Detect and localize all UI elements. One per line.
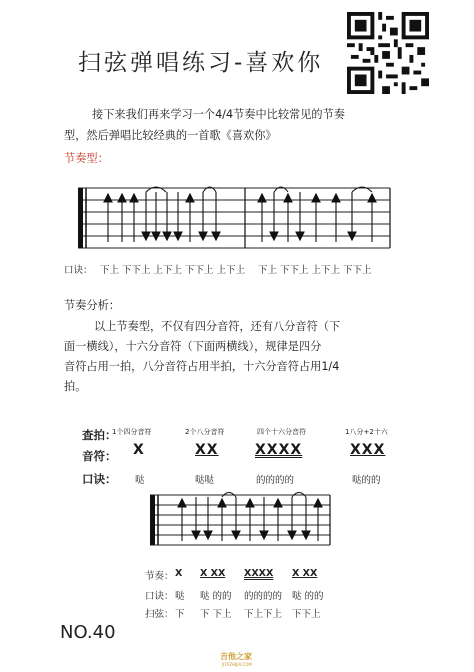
note-symbol-3: XXXX	[255, 442, 303, 458]
sound-word-3: 的的的的	[256, 475, 295, 486]
site-logo: 吉他之家	[220, 652, 252, 661]
intro-line-1: 接下来我们再来学习一个4/4节奏中比较常见的节奏	[92, 108, 345, 121]
beat-label: 查拍：	[82, 428, 117, 442]
rhythm-label: 节奏型：	[64, 152, 109, 165]
beat-note-3: 四个十六分音符	[257, 428, 306, 436]
koujue3-word-3: 的的的的	[244, 591, 283, 602]
analysis-title: 节奏分析：	[64, 299, 120, 312]
analysis-line-1: 以上节奏型，不仅有四分音符，还有八分音符（下	[94, 320, 341, 333]
analysis-line-4: 拍。	[64, 380, 87, 393]
koujue-row-1-b: 下上 下下上 上下上 下下上	[258, 265, 372, 276]
note-symbol-2: XX	[195, 442, 219, 458]
site-logo-url: JITAZHIJIA.COM	[222, 662, 252, 667]
pattern-note-3: XXXX	[244, 568, 274, 579]
page-title: 扫弦弹唱练习-喜欢你	[78, 50, 324, 76]
sweep-word-3: 下上下上	[244, 609, 283, 620]
koujue-row-1-a: 下上 下下上 上下上 下下上 上下上	[100, 265, 246, 276]
koujue3-word-4: 哒 的的	[292, 591, 324, 602]
sound-word-2: 哒哒	[195, 475, 215, 486]
beat-note-2: 2个八分音符	[185, 428, 225, 436]
beat-note-4: 1八分+2十六	[345, 428, 388, 436]
koujue-label-1: 口诀：	[64, 265, 93, 276]
koujue3-word-2: 哒 的的	[200, 591, 232, 602]
note-label: 音符：	[82, 449, 117, 463]
analysis-line-3: 音符占用一拍，八分音符占用半拍，十六分音符占用1/4	[64, 360, 340, 373]
note-symbol-1: X	[133, 442, 145, 458]
koujue3-word-1: 哒	[175, 591, 185, 602]
pattern-note-2: X XX	[200, 568, 226, 579]
sweep-word-1: 下	[175, 609, 185, 620]
qr-code-icon	[347, 12, 429, 94]
rhythm-staff-1	[60, 176, 400, 258]
sweep-word-2: 下 下上	[200, 609, 232, 620]
pattern-note-4: X XX	[292, 568, 318, 579]
pattern-note-1: X	[175, 568, 183, 579]
sound-word-1: 哒	[135, 475, 145, 486]
page-number: NO.40	[60, 622, 116, 643]
pattern-label: 节奏：	[145, 571, 174, 582]
sound-word-4: 哒的的	[352, 475, 381, 486]
beat-note-1: 1个四分音符	[112, 428, 152, 436]
analysis-line-2: 面一横线），十六分音符（下面两横线），规律是四分	[64, 340, 322, 353]
koujue-label-2: 口诀：	[82, 472, 117, 486]
rhythm-staff-2	[140, 485, 340, 555]
intro-line-2: 型，然后弹唱比较经典的一首歌《喜欢你》	[64, 129, 277, 142]
sweep-word-4: 下下上	[292, 609, 321, 620]
koujue-label-3: 口诀：	[145, 591, 174, 602]
sweep-label: 扫弦：	[145, 609, 174, 620]
note-symbol-4: XXX	[350, 442, 386, 458]
